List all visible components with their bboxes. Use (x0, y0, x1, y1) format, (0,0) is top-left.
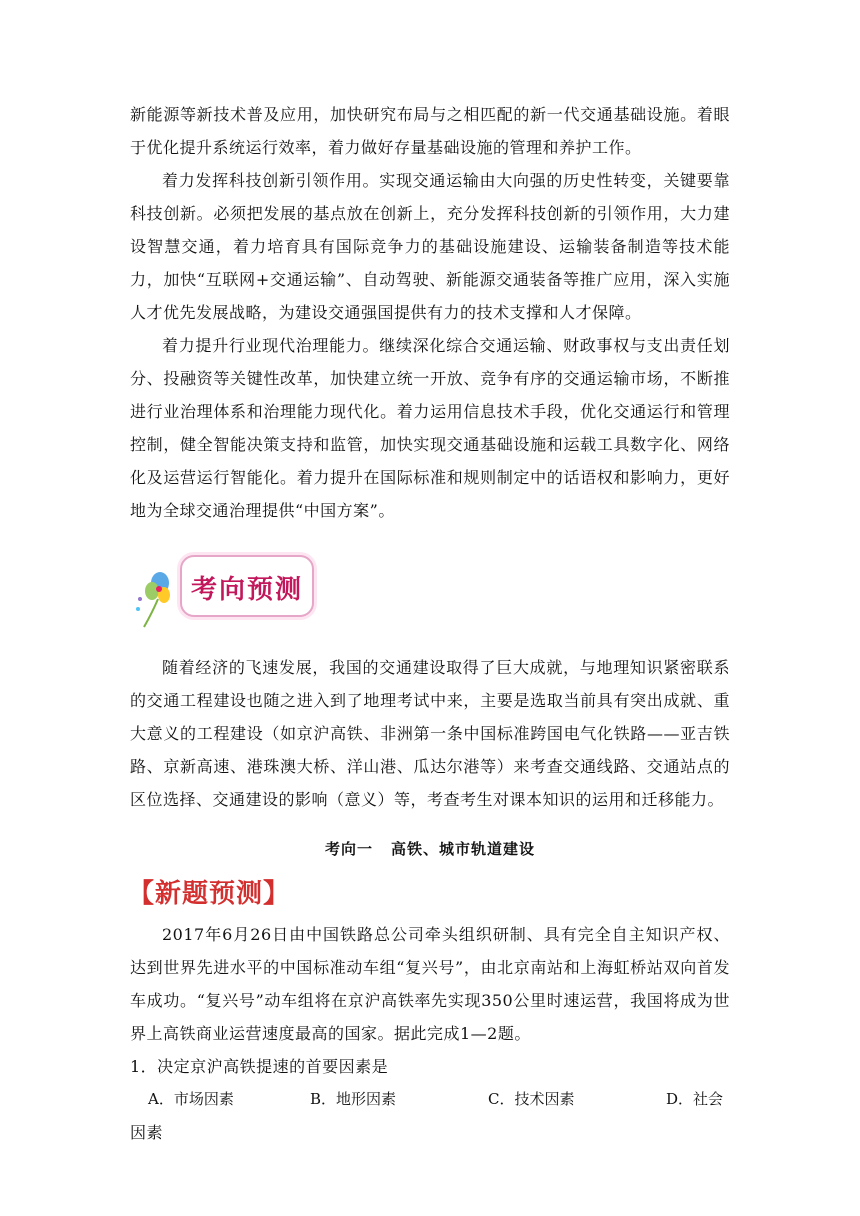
option-b[interactable]: B．地形因素 (310, 1090, 397, 1108)
forecast-label: 考向预测 (190, 575, 303, 605)
option-a[interactable]: A．市场因素 (148, 1090, 234, 1108)
paragraph-1: 新能源等新技术普及应用，加快研究布局与之相匹配的新一代交通基础设施。着眼于优化提升系统运行效率，着力做好存量基础设施的管理和养护工作。 (130, 105, 730, 157)
question-1-stem: 1．决定京沪高铁提速的首要因素是 (130, 1057, 389, 1076)
forecast-label-box (180, 555, 314, 617)
option-d[interactable]: D．社会 (666, 1090, 724, 1108)
option-c[interactable]: C．技术因素 (488, 1090, 575, 1108)
document-page (130, 98, 730, 1149)
section-title: 高铁、城市轨道建设 (391, 840, 536, 858)
forecast-banner (130, 555, 730, 629)
question-intro: 2017年6月26日由中国铁路总公司牵头组织研制、具有完全自主知识产权、达到世界先进水平的中国标准动车组“复兴号”，由北京南站和上海虹桥站双向首发车成功。“复兴号”动车组将在京沪高铁率先实现350公里时速运营，我国将成为世界上高铁商业运营速度最高的国家。据此完成1—2题。 (130, 925, 730, 1043)
section-heading (130, 838, 730, 859)
flower-icon (130, 569, 176, 629)
section-number: 考向一 (324, 840, 373, 858)
forecast-paragraph: 随着经济的飞速发展，我国的交通建设取得了巨大成就，与地理知识紧密联系的交通工程建设也随之进入到了地理考试中来，主要是选取当前具有突出成就、重大意义的工程建设（如京沪高铁、非洲第一条中国标准跨国电气化铁路——亚吉铁路、京新高速、港珠澳大桥、洋山港、瓜达尔港等）来考查交通线路、交通站点的区位选择、交通建设的影响（意义）等，考查考生对课本知识的运用和迁移能力。 (130, 658, 730, 809)
option-d-wrap: 因素 (130, 1123, 164, 1142)
new-prediction-heading: 【新题预测】 (128, 879, 291, 909)
paragraph-2: 着力发挥科技创新引领作用。实现交通运输由大向强的历史性转变，关键要靠科技创新。必须把发展的基点放在创新上，充分发挥科技创新的引领作用，大力建设智慧交通，着力培育具有国际竞争力的基础设施建设、运输装备制造等技术能力，加快“互联网+交通运输”、自动驾驶、新能源交通装备等推广应用，深入实施人才优先发展战略，为建设交通强国提供有力的技术支撑和人才保障。 (130, 171, 730, 322)
paragraph-3: 着力提升行业现代治理能力。继续深化综合交通运输、财政事权与支出责任划分、投融资等关键性改革，加快建立统一开放、竞争有序的交通运输市场，不断推进行业治理体系和治理能力现代化。着力运用信息技术手段，优化交通运行和管理控制，健全智能决策支持和监管，加快实现交通基础设施和运载工具数字化、网络化及运营运行智能化。着力提升在国际标准和规则制定中的话语权和影响力，更好地为全球交通治理提供“中国方案”。 (130, 336, 730, 520)
question-1-options (130, 1083, 730, 1116)
